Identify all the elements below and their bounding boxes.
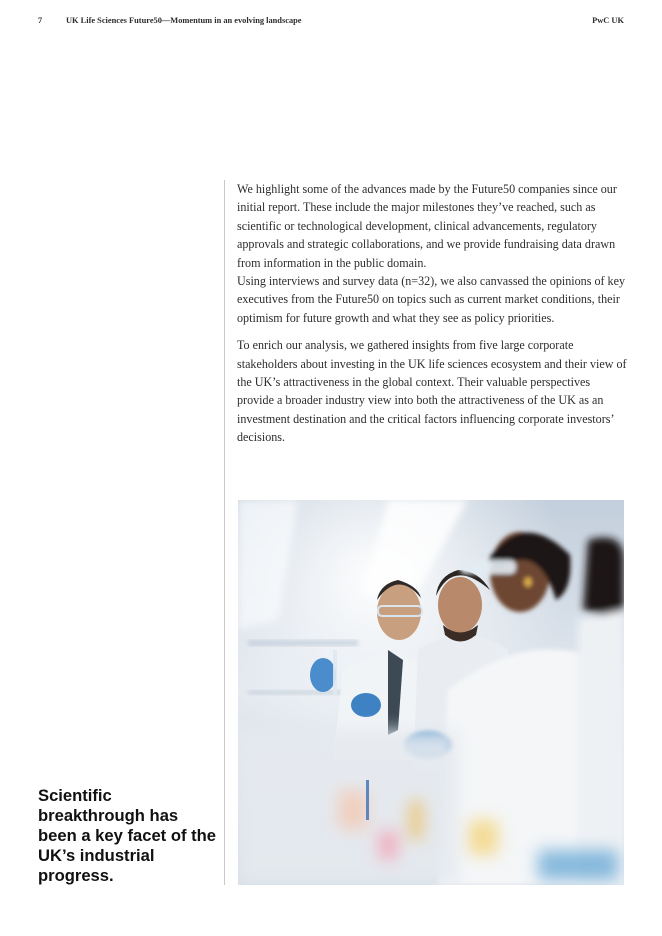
document-title: UK Life Sciences Future50—Momentum in an evolving landscape (66, 16, 302, 25)
paragraph-2: Using interviews and survey data (n=32), we also canvassed the opinions of key executives from the Future50 on topics such as current market conditions, their optimism for future growth and what they see as policy priorities. (237, 274, 626, 325)
pull-quote: Scientific breakthrough has been a key facet of the UK’s industrial progress. (38, 786, 216, 885)
page-header (0, 16, 662, 30)
lab-photo (238, 500, 624, 885)
body-text (237, 180, 627, 447)
paragraph-3: To enrich our analysis, we gathered insights from five large corporate stakeholders about investing in the UK life sciences ecosystem and their view of the UK’s attractiveness in the global context. Their valuable perspectives provide a broader industry view into both the attractiveness of the UK as an investment destination and the critical factors influencing corporate investors’ decisions. (237, 338, 627, 445)
vertical-divider (224, 180, 225, 885)
paragraph-1: We highlight some of the advances made by the Future50 companies since our initial report. These include the major milestones they’ve reached, such as scientific or technological development, clinical advancements, regulatory approvals and strategic collaborations, and we provide fundraising data drawn from information in the public domain. (237, 182, 617, 270)
lab-photo-illustration (238, 500, 624, 885)
brand-name: PwC UK (592, 16, 624, 25)
page-number: 7 (38, 16, 43, 25)
